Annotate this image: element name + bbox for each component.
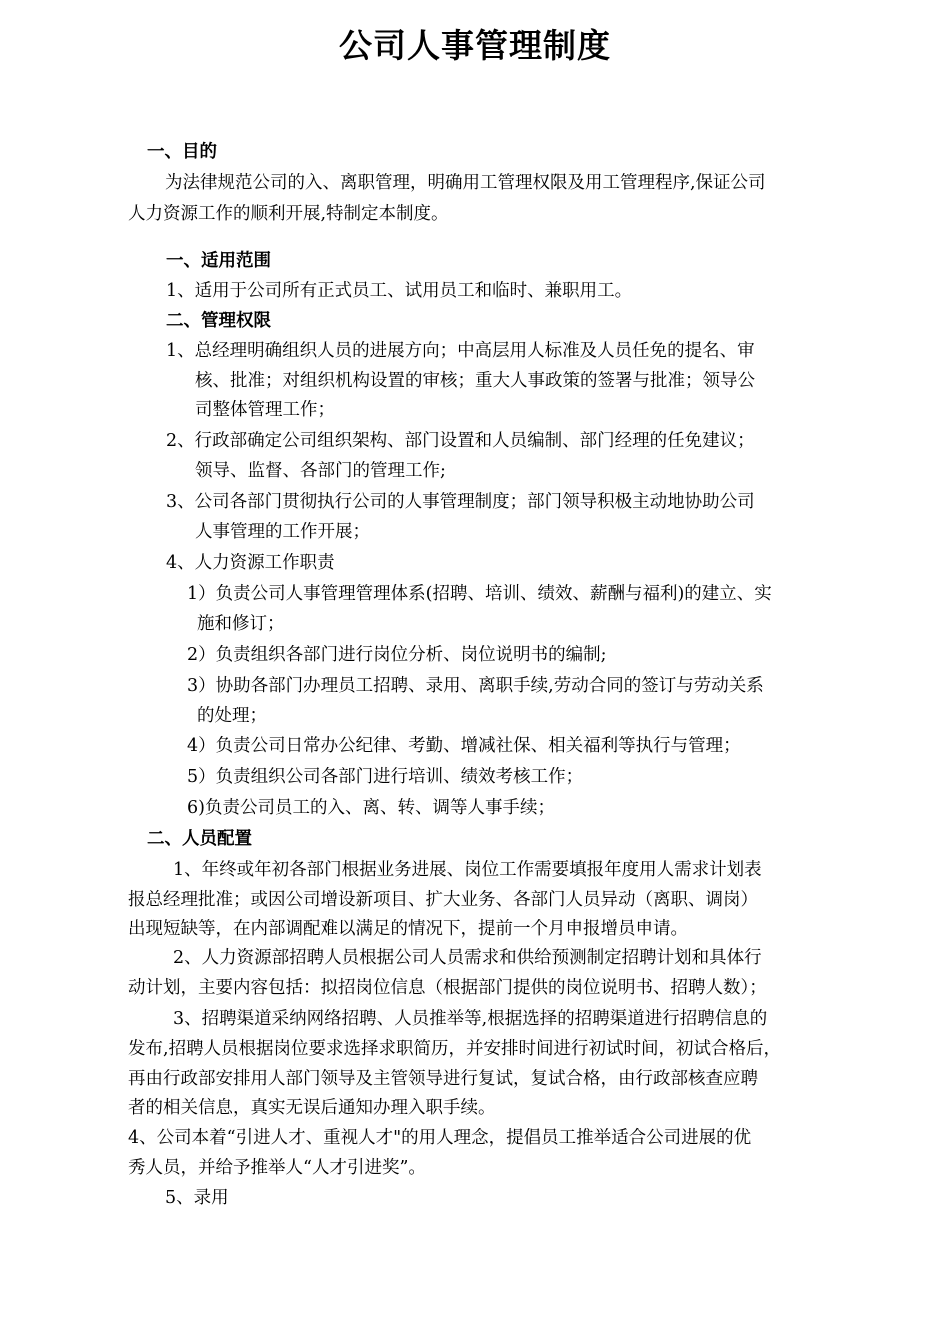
- sub-list-item: 1）负责公司人事管理管理体系(招聘、培训、绩效、薪酬与福利)的建立、实: [187, 584, 772, 604]
- heading-authority: 二、管理权限: [166, 311, 271, 331]
- sub-list-item: 4）负责公司日常办公纪律、考勤、增减社保、相关福利等执行与管理；: [187, 736, 741, 756]
- paragraph-line: 出现短缺等，在内部调配难以满足的情况下，提前一个月申报增员申请。: [128, 919, 688, 939]
- heading-purpose: 一、目的: [147, 142, 217, 162]
- paragraph-line: 人力资源工作的顺利开展,特制定本制度。: [128, 204, 449, 224]
- paragraph-line: 者的相关信息，真实无误后通知办理入职手续。: [128, 1098, 496, 1118]
- paragraph-line: 动计划，主要内容包括：拟招岗位信息（根据部门提供的岗位说明书、招聘人数）；: [128, 978, 767, 998]
- sub-list-item: 5）负责组织公司各部门进行培训、绩效考核工作；: [187, 767, 584, 787]
- list-item: 1、总经理明确组织人员的进展方向；中高层用人标准及人员任免的提名、审: [166, 341, 755, 361]
- heading-scope: 一、适用范围: [166, 251, 271, 271]
- paragraph-line: 3、招聘渠道采纳网络招聘、人员推举等,根据选择的招聘渠道进行招聘信息的: [173, 1009, 768, 1029]
- paragraph-line: 再由行政部安排用人部门领导及主管领导进行复试，复试合格，由行政部核查应聘: [128, 1069, 758, 1089]
- list-item: 1、适用于公司所有正式员工、试用员工和临时、兼职用工。: [166, 281, 633, 301]
- paragraph-line: 1、年终或年初各部门根据业务进展、岗位工作需要填报年度用人需求计划表: [173, 860, 762, 880]
- list-item-continuation: 司整体管理工作；: [195, 400, 335, 420]
- list-item: 5、录用: [165, 1188, 229, 1208]
- list-item: 2、行政部确定公司组织架构、部门设置和人员编制、部门经理的任免建议；: [166, 431, 755, 451]
- paragraph-line: 为法律规范公司的入、离职管理，明确用工管理权限及用工管理程序,保证公司: [165, 173, 766, 193]
- page-title: 公司人事管理制度: [339, 26, 611, 65]
- paragraph-line: 报总经理批准；或因公司增设新项目、扩大业务、各部门人员异动（离职、调岗）: [128, 890, 758, 910]
- sub-list-item: 3）协助各部门办理员工招聘、录用、离职手续,劳动合同的签订与劳动关系: [187, 676, 764, 696]
- sub-list-item: 6)负责公司员工的入、离、转、调等人事手续；: [187, 798, 555, 818]
- sub-list-item: 2）负责组织各部门进行岗位分析、岗位说明书的编制;: [187, 645, 607, 665]
- paragraph-line: 2、人力资源部招聘人员根据公司人员需求和供给预测制定招聘计划和具体行: [173, 948, 762, 968]
- sub-list-item-continuation: 施和修订；: [197, 614, 285, 634]
- list-item: 3、公司各部门贯彻执行公司的人事管理制度；部门领导积极主动地协助公司: [166, 492, 755, 512]
- heading-staffing: 二、人员配置: [147, 829, 252, 849]
- paragraph-line: 秀人员，并给予推举人“人才引进奖”。: [128, 1158, 426, 1178]
- list-item-continuation: 核、批准；对组织机构设置的审核；重大人事政策的签署与批准；领导公: [195, 371, 755, 391]
- list-item: 4、人力资源工作职责: [166, 553, 335, 573]
- list-item-continuation: 人事管理的工作开展；: [195, 522, 370, 542]
- paragraph-line: 4、公司本着“引进人才、重视人才"的用人理念，提倡员工推举适合公司进展的优: [128, 1128, 752, 1148]
- paragraph-line: 发布,招聘人员根据岗位要求选择求职简历，并安排时间进行初试时间，初试合格后，: [128, 1039, 782, 1059]
- sub-list-item-continuation: 的处理；: [197, 706, 267, 726]
- list-item-continuation: 领导、监督、各部门的管理工作;: [195, 461, 446, 481]
